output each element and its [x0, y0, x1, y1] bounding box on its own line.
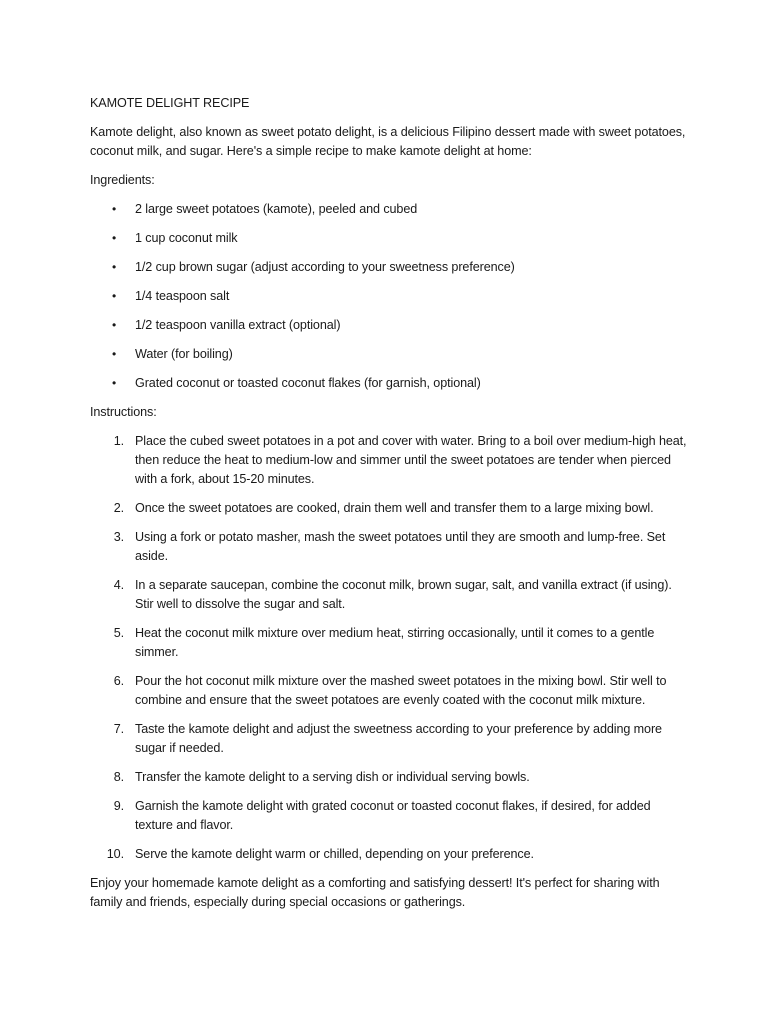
instruction-step	[90, 624, 690, 662]
ingredient-item	[90, 316, 690, 335]
step-number: 2.	[113, 501, 124, 515]
ingredient-text: 2 large sweet potatoes (kamote), peeled and cubed	[135, 202, 418, 216]
ingredient-item	[90, 374, 690, 393]
bullet-icon: •	[112, 347, 117, 361]
instructions-heading: Instructions:	[90, 405, 157, 419]
ingredient-item	[90, 258, 690, 277]
instruction-step	[90, 768, 690, 787]
step-number: 1.	[113, 434, 124, 448]
instruction-step	[90, 432, 690, 489]
bullet-icon: •	[112, 202, 117, 216]
step-number: 7.	[113, 722, 124, 736]
ingredients-list	[90, 200, 690, 393]
step-text: Taste the kamote delight and adjust the sweetness according to your preference by adding more sugar if needed.	[135, 722, 662, 755]
step-number: 5.	[113, 626, 124, 640]
bullet-icon: •	[112, 376, 117, 390]
intro-paragraph: Kamote delight, also known as sweet potato delight, is a delicious Filipino dessert made with sweet potatoes, coconut milk, and sugar. Here's a simple recipe to make kamote delight at home:	[90, 125, 686, 158]
step-text: Once the sweet potatoes are cooked, drain them well and transfer them to a large mixing bowl.	[135, 501, 654, 515]
step-text: Pour the hot coconut milk mixture over the mashed sweet potatoes in the mixing bowl. Stir well to combine and ensure that the sweet potatoes are evenly coated with the coconut milk mixture.	[135, 674, 667, 707]
step-number: 6.	[113, 674, 124, 688]
document-page	[90, 94, 690, 922]
step-text: In a separate saucepan, combine the coconut milk, brown sugar, salt, and vanilla extract (if using). Stir well to dissolve the sugar and salt.	[135, 578, 672, 611]
step-number: 3.	[113, 530, 124, 544]
bullet-icon: •	[112, 231, 117, 245]
step-number: 8.	[113, 770, 124, 784]
step-number: 4.	[113, 578, 124, 592]
step-text: Heat the coconut milk mixture over medium heat, stirring occasionally, until it comes to a gentle simmer.	[135, 626, 655, 659]
instruction-step	[90, 499, 690, 518]
bullet-icon: •	[112, 260, 117, 274]
ingredient-text: Grated coconut or toasted coconut flakes (for garnish, optional)	[135, 376, 481, 390]
step-number: 10.	[106, 847, 124, 861]
ingredient-item	[90, 287, 690, 306]
ingredient-item	[90, 345, 690, 364]
step-text: Serve the kamote delight warm or chilled, depending on your preference.	[135, 847, 534, 861]
ingredients-heading: Ingredients:	[90, 173, 155, 187]
instructions-list	[90, 432, 690, 864]
document-title: KAMOTE DELIGHT RECIPE	[90, 96, 250, 110]
step-text: Place the cubed sweet potatoes in a pot and cover with water. Bring to a boil over medium-high heat, then reduce the heat to medium-low and simmer until the sweet potatoes are tender when pierced with a fork, about 15-20 minutes.	[135, 434, 687, 486]
ingredient-item	[90, 229, 690, 248]
bullet-icon: •	[112, 318, 117, 332]
ingredient-item	[90, 200, 690, 219]
instruction-step	[90, 797, 690, 835]
ingredient-text: 1/2 cup brown sugar (adjust according to your sweetness preference)	[135, 260, 515, 274]
ingredient-text: 1 cup coconut milk	[135, 231, 238, 245]
step-number: 9.	[113, 799, 124, 813]
instruction-step	[90, 672, 690, 710]
instruction-step	[90, 528, 690, 566]
ingredient-text: Water (for boiling)	[135, 347, 233, 361]
ingredient-text: 1/4 teaspoon salt	[135, 289, 230, 303]
step-text: Using a fork or potato masher, mash the sweet potatoes until they are smooth and lump-free. Set aside.	[135, 530, 666, 563]
ingredient-text: 1/2 teaspoon vanilla extract (optional)	[135, 318, 341, 332]
step-text: Garnish the kamote delight with grated coconut or toasted coconut flakes, if desired, for added texture and flavor.	[135, 799, 651, 832]
closing-paragraph: Enjoy your homemade kamote delight as a comforting and satisfying dessert! It's perfect for sharing with family and friends, especially during special occasions or gatherings.	[90, 876, 660, 909]
instruction-step	[90, 576, 690, 614]
step-text: Transfer the kamote delight to a serving dish or individual serving bowls.	[135, 770, 530, 784]
instruction-step	[90, 845, 690, 864]
bullet-icon: •	[112, 289, 117, 303]
instruction-step	[90, 720, 690, 758]
